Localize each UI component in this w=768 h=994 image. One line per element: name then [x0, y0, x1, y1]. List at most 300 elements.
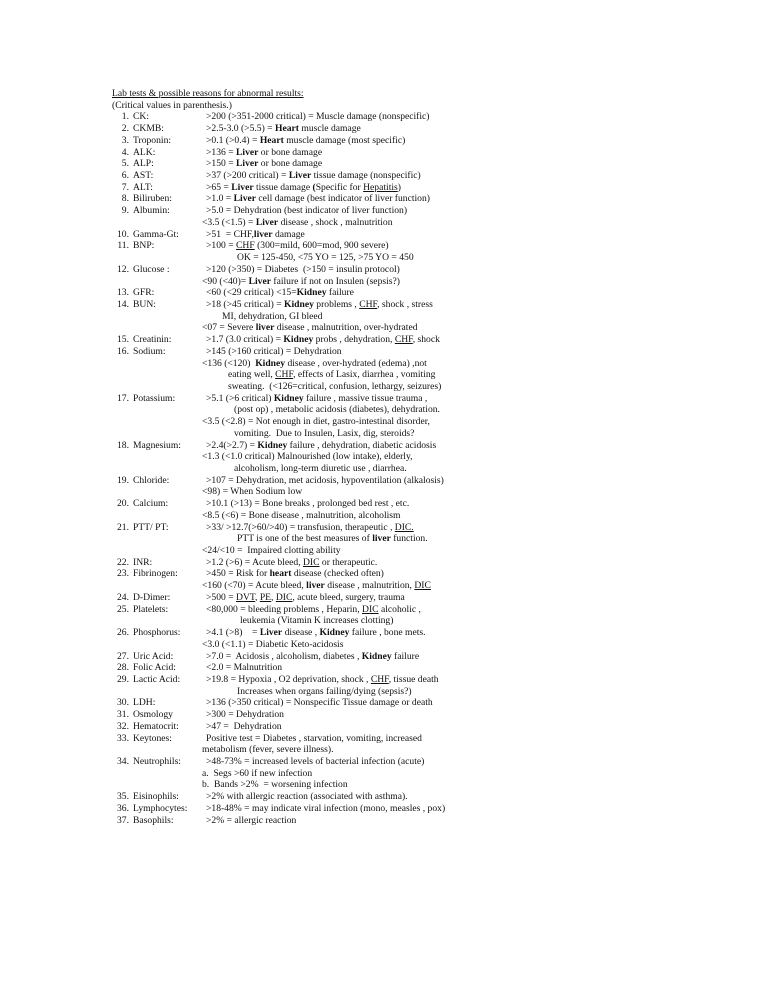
test-description — [206, 475, 444, 487]
continuation-line — [112, 615, 672, 627]
text-segment: <1.3 (<1.0 critical) Malnourished (low intake), elderly, — [202, 451, 413, 463]
test-description — [202, 428, 414, 440]
test-number: 18. — [117, 439, 129, 451]
underlined-term: DVT — [236, 591, 256, 603]
text-segment: disease , over-hydrated (edema) ,not — [285, 357, 427, 369]
test-description — [206, 627, 426, 639]
test-name: Potassium: — [133, 392, 176, 404]
test-name: Albumin: — [133, 205, 170, 217]
test-description — [206, 568, 384, 580]
text-segment: PTT is one of the best measures of — [237, 533, 373, 545]
bold-term: ( — [312, 181, 316, 193]
continuation-line — [112, 217, 672, 229]
text-segment: failure , bone mets. — [349, 627, 426, 639]
underlined-term: DIC — [302, 556, 320, 568]
test-name: CKMB: — [133, 123, 164, 135]
continuation-line — [112, 381, 672, 393]
bold-term: Kidney — [257, 439, 288, 451]
bold-term: Kidney — [255, 357, 286, 369]
test-name: Phosphorus: — [133, 627, 181, 639]
bold-term: Liver — [255, 216, 279, 228]
test-description — [206, 733, 422, 745]
text-segment: >2.5-3.0 (>5.5) = — [206, 123, 275, 135]
text-segment: <07 = Severe — [202, 322, 256, 334]
lab-test-row — [112, 803, 672, 815]
test-description — [202, 686, 412, 698]
test-description — [206, 287, 354, 299]
text-segment: , shock — [412, 334, 440, 346]
text-segment: leukemia (Vitamin K increases clotting) — [228, 615, 394, 627]
test-name: INR: — [133, 556, 153, 568]
test-number: 21. — [117, 521, 129, 533]
text-segment: >18-48% = may indicate viral infection (mono, measles , pox) — [206, 802, 446, 814]
test-description — [206, 229, 305, 241]
test-description — [202, 276, 400, 288]
test-description — [206, 803, 445, 815]
test-name: Hematocrit: — [133, 720, 179, 732]
lab-test-row — [112, 135, 672, 147]
text-segment: ) — [397, 181, 401, 193]
text-segment: <60 (<29 critical) <15= — [206, 287, 297, 299]
test-description — [206, 158, 322, 170]
text-segment: failure if not on Insulen (sepsis?) — [271, 275, 400, 287]
text-segment: probs , dehydration, — [313, 334, 395, 346]
test-number: 1. — [121, 111, 129, 123]
test-description — [206, 440, 436, 452]
test-name: Glucose : — [133, 263, 170, 275]
test-description — [206, 697, 433, 709]
lab-test-row — [112, 674, 672, 686]
lab-test-row — [112, 697, 672, 709]
text-segment: <80,000 = bleeding problems , Heparin, — [206, 603, 363, 615]
text-segment: Specific for — [315, 181, 364, 193]
lab-test-row — [112, 299, 672, 311]
test-number: 32. — [117, 720, 129, 732]
test-description — [202, 510, 400, 522]
text-segment: >51 = CHF, — [206, 228, 254, 240]
text-segment: >7.0 = Acidosis , alcoholism, diabetes , — [206, 650, 362, 662]
lab-test-row — [112, 346, 672, 358]
underlined-term: Hepatitis — [363, 181, 398, 193]
text-segment: disease , shock , malnutrition — [278, 216, 393, 228]
test-number: 20. — [117, 498, 129, 510]
test-name: Neutrophils: — [133, 755, 181, 767]
continuation-line — [112, 322, 672, 334]
lab-test-row — [112, 568, 672, 580]
lab-test-row — [112, 158, 672, 170]
test-number: 9. — [121, 205, 129, 217]
bold-term: Heart — [259, 134, 284, 146]
test-description — [202, 486, 302, 498]
text-segment: , tissue death — [388, 673, 439, 685]
test-description — [206, 334, 440, 346]
text-segment: muscle damage (most specific) — [283, 134, 406, 146]
document-subtitle: (Critical values in parenthesis.) — [112, 99, 232, 111]
lab-test-row — [112, 334, 672, 346]
test-description — [206, 721, 282, 733]
test-name: PTT/ PT: — [133, 521, 169, 533]
test-name: D-Dimer: — [133, 591, 171, 603]
test-number: 3. — [121, 134, 129, 146]
test-name: Uric Acid: — [133, 650, 174, 662]
test-description — [206, 791, 408, 803]
test-name: GFR: — [133, 287, 155, 299]
test-description — [206, 709, 284, 721]
continuation-line — [112, 779, 672, 791]
lab-test-row — [112, 592, 672, 604]
bold-term: Kidney — [283, 334, 314, 346]
text-segment: >5.0 = Dehydration (best indicator of liver function) — [206, 205, 408, 217]
test-description — [206, 205, 407, 217]
text-segment: vomiting. Due to Insulen, Lasix, dig, steroids? — [234, 427, 415, 439]
text-segment: problems , — [313, 298, 360, 310]
test-name: Fibrinogen: — [133, 568, 178, 580]
lab-tests-document — [112, 88, 672, 826]
test-name: Folic Acid: — [133, 662, 176, 674]
test-number: 24. — [117, 591, 129, 603]
bold-term: Liver — [259, 627, 283, 639]
text-segment: OK = 125-450, <75 YO = 125, >75 YO = 450 — [237, 252, 414, 264]
lab-test-row — [112, 815, 672, 827]
text-segment: disease , malnutrition, — [324, 580, 415, 592]
test-description — [206, 522, 414, 534]
test-number: 6. — [121, 170, 129, 182]
test-name: Lactic Acid: — [133, 673, 181, 685]
text-segment: <136 (<120) — [202, 357, 256, 369]
test-number: 13. — [117, 287, 129, 299]
test-description — [206, 604, 421, 616]
test-description — [206, 111, 430, 123]
text-segment: >0.1 (>0.4) = — [206, 134, 260, 146]
test-description — [202, 533, 428, 545]
text-segment: >150 = — [206, 158, 237, 170]
lab-test-row — [112, 791, 672, 803]
test-number: 2. — [121, 123, 129, 135]
text-segment: >37 (>200 critical) = — [206, 170, 289, 182]
text-segment: eating well, — [228, 369, 276, 381]
text-segment: MI, dehydration, GI bleed — [222, 310, 323, 322]
continuation-line — [112, 428, 672, 440]
test-description — [202, 779, 348, 791]
bold-term: Heart — [275, 123, 299, 135]
continuation-line — [112, 686, 672, 698]
lab-test-row — [112, 604, 672, 616]
test-description — [202, 463, 407, 475]
test-name: Lymphocytes: — [133, 802, 188, 814]
lab-test-row — [112, 498, 672, 510]
lab-test-row — [112, 240, 672, 252]
text-segment: <3.5 (<2.8) = Not enough in diet, gastro-intestinal disorder, — [202, 416, 430, 428]
text-segment: >48-73% = increased levels of bacterial infection (acute) — [206, 755, 425, 767]
test-description — [206, 815, 296, 827]
test-description — [202, 252, 414, 264]
test-name: Osmology — [133, 709, 173, 721]
text-segment: (300=mild, 600=mod, 900 severe) — [254, 240, 389, 252]
test-description — [206, 182, 401, 194]
test-description — [202, 744, 333, 756]
test-description — [206, 592, 405, 604]
underlined-term: DIC — [275, 591, 293, 603]
test-description — [206, 135, 405, 147]
continuation-line — [112, 486, 672, 498]
test-number: 37. — [117, 814, 129, 826]
test-name: ALP: — [133, 158, 154, 170]
text-segment: , acute bleed, surgery, trauma — [292, 591, 405, 603]
text-segment: >450 = Risk for — [206, 568, 270, 580]
text-segment: >2% = allergic reaction — [206, 814, 297, 826]
text-segment: >5.1 (>6 critical) — [206, 392, 274, 404]
text-segment: sweating. (<126=critical, confusion, lethargy, seizures) — [228, 380, 442, 392]
text-segment: alcoholic , — [378, 603, 421, 615]
test-name: CK: — [133, 111, 149, 123]
underlined-term: DIC — [414, 580, 431, 592]
test-description — [202, 580, 431, 592]
test-description — [202, 768, 312, 780]
test-number: 36. — [117, 802, 129, 814]
text-segment: >10.1 (>13) = Bone breaks , prolonged bed rest , etc. — [206, 498, 410, 510]
text-segment: disease , malnutrition, over-hydrated — [274, 322, 418, 334]
text-segment: failure — [391, 650, 420, 662]
underlined-term: CHF — [275, 369, 294, 381]
continuation-line — [112, 358, 672, 370]
text-segment: >500 = — [206, 591, 237, 603]
text-segment: tissue damage — [253, 181, 313, 193]
bold-term: Kidney — [296, 287, 327, 299]
test-number: 5. — [121, 158, 129, 170]
text-segment: function. — [390, 533, 428, 545]
text-segment: muscle damage — [298, 123, 361, 135]
lab-test-row — [112, 193, 672, 205]
test-description — [202, 381, 441, 393]
test-description — [206, 674, 439, 686]
text-segment: >200 (>351-2000 critical) = Muscle damage (nonspecific) — [206, 111, 430, 123]
lab-test-row — [112, 229, 672, 241]
underlined-term: CHF — [394, 334, 413, 346]
bold-term: Kidney — [361, 650, 392, 662]
underlined-term: CHF — [236, 240, 255, 252]
test-number: 16. — [117, 345, 129, 357]
continuation-line — [112, 533, 672, 545]
test-number: 29. — [117, 673, 129, 685]
text-segment: >136 (>350 critical) = Nonspecific Tissue damage or death — [206, 697, 433, 709]
text-segment: >145 (>160 critical) = Dehydration — [206, 345, 342, 357]
underlined-term: CHF — [359, 298, 378, 310]
test-number: 35. — [117, 791, 129, 803]
lab-test-row — [112, 264, 672, 276]
text-segment: damage — [272, 228, 305, 240]
text-segment: >1.2 (>6) = Acute bleed, — [206, 556, 303, 568]
lab-test-row — [112, 123, 672, 135]
test-name: ALK: — [133, 146, 156, 158]
test-name: ALT: — [133, 181, 153, 193]
text-segment: <3.5 (<1.5) = — [202, 216, 256, 228]
continuation-line — [112, 639, 672, 651]
underlined-term: PE — [259, 591, 272, 603]
text-segment: disease , — [282, 627, 320, 639]
bold-term: Liver — [288, 170, 312, 182]
text-segment: >2% with allergic reaction (associated with asthma). — [206, 791, 408, 803]
test-name: Gamma-Gt: — [133, 228, 179, 240]
test-number: 28. — [117, 662, 129, 674]
lab-test-row — [112, 627, 672, 639]
test-number: 10. — [117, 228, 129, 240]
continuation-line — [112, 416, 672, 428]
test-description — [206, 557, 377, 569]
test-number: 15. — [117, 334, 129, 346]
text-segment: failure , massive tissue trauma , — [303, 392, 428, 404]
bold-term: liver — [255, 322, 275, 334]
lab-test-row — [112, 147, 672, 159]
lab-test-row — [112, 440, 672, 452]
lab-test-row — [112, 662, 672, 674]
text-segment: >2.4(>2.7) = — [206, 439, 258, 451]
text-segment: Increases when organs failing/dying (sepsis?) — [237, 685, 412, 697]
test-description — [206, 756, 424, 768]
test-number: 12. — [117, 263, 129, 275]
test-description — [206, 299, 433, 311]
text-segment: <98) = When Sodium low — [202, 486, 303, 498]
test-description — [206, 123, 361, 135]
text-segment: or bone damage — [258, 158, 323, 170]
test-description — [206, 498, 409, 510]
lab-test-row — [112, 651, 672, 663]
underlined-term: DIC. — [394, 521, 414, 533]
text-segment: , — [271, 591, 276, 603]
test-name: Keytones: — [133, 732, 172, 744]
text-segment: <90 (<40)= — [202, 275, 249, 287]
continuation-line — [112, 451, 672, 463]
text-segment: >1.0 = — [206, 193, 234, 205]
continuation-line — [112, 276, 672, 288]
test-description — [206, 651, 419, 663]
text-segment: , effects of Lasix, diarrhea , vomiting — [293, 369, 436, 381]
continuation-line — [112, 768, 672, 780]
text-segment: Positive test = Diabetes , starvation, vomiting, increased — [206, 732, 422, 744]
continuation-line — [112, 545, 672, 557]
continuation-line — [112, 510, 672, 522]
test-number: 31. — [117, 709, 129, 721]
test-name: Sodium: — [133, 345, 166, 357]
text-segment: >18 (>45 critical) = — [206, 298, 285, 310]
test-description — [202, 615, 393, 627]
text-segment: >65 = — [206, 181, 232, 193]
test-description — [206, 240, 389, 252]
test-name: Platelets: — [133, 603, 169, 615]
lab-test-row — [112, 393, 672, 405]
bold-term: liver — [253, 228, 273, 240]
bold-term: Liver — [233, 193, 257, 205]
lab-test-row — [112, 182, 672, 194]
text-segment: <2.0 = Malnutrition — [206, 662, 283, 674]
text-segment: , shock , stress — [377, 298, 433, 310]
lab-test-row — [112, 170, 672, 182]
test-number: 33. — [117, 732, 129, 744]
test-name: LDH: — [133, 697, 156, 709]
test-name: AST: — [133, 170, 154, 182]
text-segment: <24/<10 = Impaired clotting ability — [202, 545, 341, 557]
test-description — [202, 416, 430, 428]
test-number: 30. — [117, 697, 129, 709]
test-description — [206, 393, 427, 405]
test-description — [206, 264, 400, 276]
underlined-term: CHF — [370, 673, 389, 685]
text-segment: >1.7 (3.0 critical) = — [206, 334, 284, 346]
test-number: 22. — [117, 556, 129, 568]
lab-test-row — [112, 287, 672, 299]
lab-test-list — [112, 111, 672, 826]
test-number: 8. — [121, 193, 129, 205]
bold-term: Kidney — [273, 392, 304, 404]
bold-term: Kidney — [284, 298, 314, 310]
test-number: 23. — [117, 568, 129, 580]
text-segment: <8.5 (<6) = Bone disease , malnutrition, alcoholism — [202, 509, 401, 521]
text-segment: <3.0 (<1.1) = Diabetic Keto-acidosis — [202, 638, 344, 650]
test-number: 4. — [121, 146, 129, 158]
test-name: Calcium: — [133, 498, 169, 510]
bold-term: liver — [306, 580, 325, 592]
text-segment: >100 = — [206, 240, 237, 252]
text-segment: tissue damage (nonspecific) — [311, 170, 421, 182]
text-segment: a. Segs >60 if new infection — [202, 767, 313, 779]
test-number: 27. — [117, 650, 129, 662]
lab-test-row — [112, 733, 672, 745]
continuation-line — [112, 580, 672, 592]
test-description — [202, 404, 440, 416]
text-segment: failure — [326, 287, 354, 299]
test-description — [202, 217, 393, 229]
lab-test-row — [112, 205, 672, 217]
lab-test-row — [112, 709, 672, 721]
test-number: 26. — [117, 627, 129, 639]
test-name: Troponin: — [133, 134, 172, 146]
test-number: 34. — [117, 755, 129, 767]
text-segment: metabolism (fever, severe illness). — [202, 744, 334, 756]
test-description — [206, 170, 421, 182]
text-segment: or therapeutic. — [319, 556, 378, 568]
test-name: Chloride: — [133, 474, 170, 486]
test-description — [202, 545, 341, 557]
underlined-term: DIC — [362, 603, 379, 615]
lab-test-row — [112, 475, 672, 487]
bold-term: Kidney — [319, 627, 350, 639]
text-segment: >33/ >12.7(>60/>40) = transfusion, therapeutic , — [206, 521, 395, 533]
document-title: Lab tests & possible reasons for abnormal results: — [112, 88, 304, 99]
text-segment: <160 (<70) = Acute bleed, — [202, 580, 307, 592]
text-segment: >136 = — [206, 146, 237, 158]
bold-term: heart — [269, 568, 292, 580]
lab-test-row — [112, 756, 672, 768]
text-segment: failure , dehydration, diabetic acidosis — [287, 439, 437, 451]
bold-term: Liver — [248, 275, 271, 287]
test-number: 19. — [117, 474, 129, 486]
test-description — [206, 346, 342, 358]
test-name: BUN: — [133, 298, 156, 310]
test-number: 14. — [117, 298, 129, 310]
text-segment: >300 = Dehydration — [206, 709, 284, 721]
test-description — [206, 193, 430, 205]
continuation-line — [112, 311, 672, 323]
test-description — [202, 358, 427, 370]
test-name: Creatinin: — [133, 334, 172, 346]
continuation-line — [112, 252, 672, 264]
lab-test-row — [112, 111, 672, 123]
lab-test-row — [112, 721, 672, 733]
continuation-line — [112, 744, 672, 756]
text-segment: >19.8 = Hypoxia , O2 deprivation, shock , — [206, 673, 371, 685]
text-segment: >4.1 (>8) = — [206, 627, 260, 639]
test-name: Eisinophils: — [133, 791, 179, 803]
test-number: 7. — [121, 181, 129, 193]
